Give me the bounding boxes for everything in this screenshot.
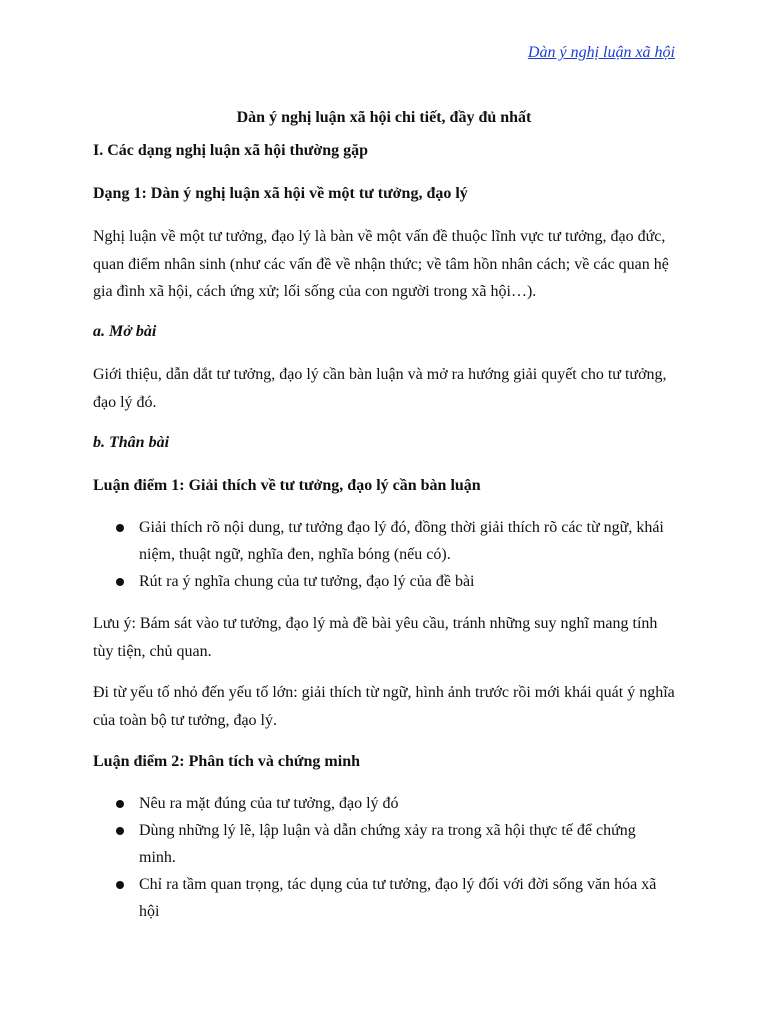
bullet-icon — [116, 881, 124, 889]
bullet-icon — [116, 524, 124, 532]
list-item — [93, 871, 675, 925]
list-item-text: Giải thích rõ nội dung, tư tưởng đạo lý đó, đồng thời giải thích rõ các từ ngữ, khái niệm, thuật ngữ, nghĩa đen, nghĩa bóng (nếu có). — [139, 519, 664, 563]
bullet-icon — [116, 578, 124, 586]
section-heading: I. Các dạng nghị luận xã hội thường gặp — [93, 142, 368, 159]
list-item — [93, 817, 675, 871]
point-1-list — [93, 514, 675, 595]
than-bai-heading: b. Thân bài — [93, 434, 170, 451]
list-item — [93, 514, 675, 568]
list-item — [93, 790, 675, 817]
mo-bai-paragraph: Giới thiệu, dẫn dắt tư tưởng, đạo lý cần bàn luận và mở ra hướng giải quyết cho tư tưởng, đạo lý đó. — [93, 366, 667, 411]
mo-bai-heading: a. Mở bài — [93, 323, 157, 340]
intro-paragraph: Nghị luận về một tư tưởng, đạo lý là bàn về một vấn đề thuộc lĩnh vực tư tưởng, đạo đức, quan điểm nhân sinh (như các vấn đề về nhận thức; về tâm hồn nhân cách; về các quan hệ gia đình xã hội, cách ứng xử; lối sống của con người trong xã hội…). — [93, 228, 669, 300]
method-paragraph: Đi từ yếu tố nhỏ đến yếu tố lớn: giải thích từ ngữ, hình ảnh trước rồi mới khái quát ý nghĩa của toàn bộ tư tưởng, đạo lý. — [93, 684, 675, 729]
list-item-text: Chỉ ra tầm quan trọng, tác dụng của tư tưởng, đạo lý đối với đời sống văn hóa xã hội — [139, 876, 657, 920]
list-item-text: Rút ra ý nghĩa chung của tư tưởng, đạo lý của đề bài — [139, 573, 475, 590]
document-title: Dàn ý nghị luận xã hội chi tiết, đầy đủ nhất — [236, 109, 532, 126]
point-1-heading: Luận điểm 1: Giải thích về tư tưởng, đạo lý cần bàn luận — [93, 477, 481, 494]
bullet-icon — [116, 827, 124, 835]
note-paragraph: Lưu ý: Bám sát vào tư tưởng, đạo lý mà đề bài yêu cầu, tránh những suy nghĩ mang tính tùy tiện, chủ quan. — [93, 615, 658, 660]
header-link[interactable]: Dàn ý nghị luận xã hội — [527, 44, 675, 61]
bullet-icon — [116, 800, 124, 808]
point-2-list — [93, 790, 675, 925]
point-2-heading: Luận điểm 2: Phân tích và chứng minh — [93, 753, 360, 770]
type-heading: Dạng 1: Dàn ý nghị luận xã hội về một tư tưởng, đạo lý — [93, 185, 468, 202]
list-item-text: Nêu ra mặt đúng của tư tưởng, đạo lý đó — [139, 795, 399, 812]
list-item-text: Dùng những lý lẽ, lập luận và dẫn chứng xảy ra trong xã hội thực tế để chứng minh. — [139, 822, 636, 866]
list-item — [93, 568, 675, 595]
